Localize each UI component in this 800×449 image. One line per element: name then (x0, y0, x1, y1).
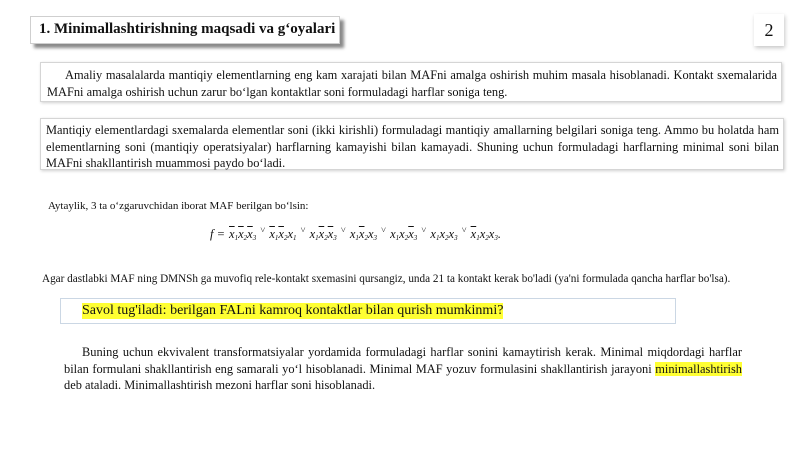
highlighted-term: minimallashtirish (655, 361, 742, 376)
or-symbol: ˅ (260, 225, 266, 235)
formula-term-6: $x_1x_2x_3$ (430, 227, 458, 242)
paragraph-3-after: deb ataladi. Minimallashtirish mezoni harflar soni hisoblanadi. (64, 378, 376, 392)
agar-statement: Agar dastlabki MAF ning DMNSh ga muvofiq rele-kontakt sxemasini qursangiz, unda 21 ta kontakt kerak bo'ladi (ya'ni formulada qancha harflar bo'lsa). (42, 273, 731, 285)
formula-term-5: $x_1x_2\overline{x}_3$ (390, 227, 418, 242)
formula-term-2: $\overline{x}_1\overline{x}_2x_1$ (269, 227, 297, 242)
page-number: 2 (754, 14, 784, 46)
paragraph-3-before: Buning uchun ekvivalent transformatsiyalar yordamida formuladagi harflar sonini kamaytirish kerak. Minimal miqdordagi harflar bilan formulani shakllantirish eng samarali yo‘l hisoblanadi. Minimal MAF yozuv formulasini shakllantirish jarayoni (64, 345, 742, 376)
or-symbol: ˅ (461, 225, 467, 235)
formula-end: . (497, 227, 501, 241)
or-symbol: ˅ (300, 225, 306, 235)
formula-term-4: $x_1\overline{x}_2x_3$ (349, 227, 378, 242)
paragraph-box-1 (40, 62, 782, 102)
question-box (60, 298, 676, 324)
let-statement: Aytaylik, 3 ta o‘zgaruvchidan iborat MAF berilgan bo‘lsin: (48, 200, 309, 212)
formula-term-7: $\overline{x}_1x_2x_3$ (470, 227, 498, 242)
or-symbol: ˅ (340, 225, 346, 235)
formula-term-3: $x_1\overline{x}_2\overline{x}_3$ (309, 227, 337, 242)
formula (210, 225, 501, 242)
or-symbol: ˅ (381, 225, 387, 235)
paragraph-2: Mantiqiy elementlardagi sxemalarda elementlar soni (ikki kirishli) formuladagi mantiqiy amallarning belgilari soniga teng. Ammo bu holatda ham elementlarning soni (mantiqiy operatsiyalar) harflarning kamayishi bilan kamayadi. Shuning uchun formuladagi harflarning minimal soni bilan MAFni shakllantirish muammosi paydo bo‘ladi. (46, 123, 779, 170)
question-text: Savol tug'iladi: berilgan FALni kamroq kontaktlar bilan qurish mumkinmi? (82, 303, 504, 318)
title-box (30, 16, 340, 44)
formula-term-1: $\overline{x}_1\overline{x}_2\overline{x}_3$ (229, 227, 257, 242)
paragraph-3 (64, 344, 742, 394)
paragraph-1: Amaliy masalalarda mantiqiy elementlarning eng kam xarajati bilan MAFni amalga oshirish muhim masala hisoblanadi. Kontakt sxemalarida MAFni amalga oshirish uchun zarur bo‘lgan kontaktlar soni formuladagi harflar soniga teng. (47, 68, 777, 99)
paragraph-box-2 (40, 118, 784, 170)
or-symbol: ˅ (421, 225, 427, 235)
formula-lhs: f = (210, 227, 226, 241)
paragraph-box-3 (64, 344, 742, 394)
slide-title: 1. Minimallashtirishning maqsadi va g‘oyalari (39, 21, 336, 37)
